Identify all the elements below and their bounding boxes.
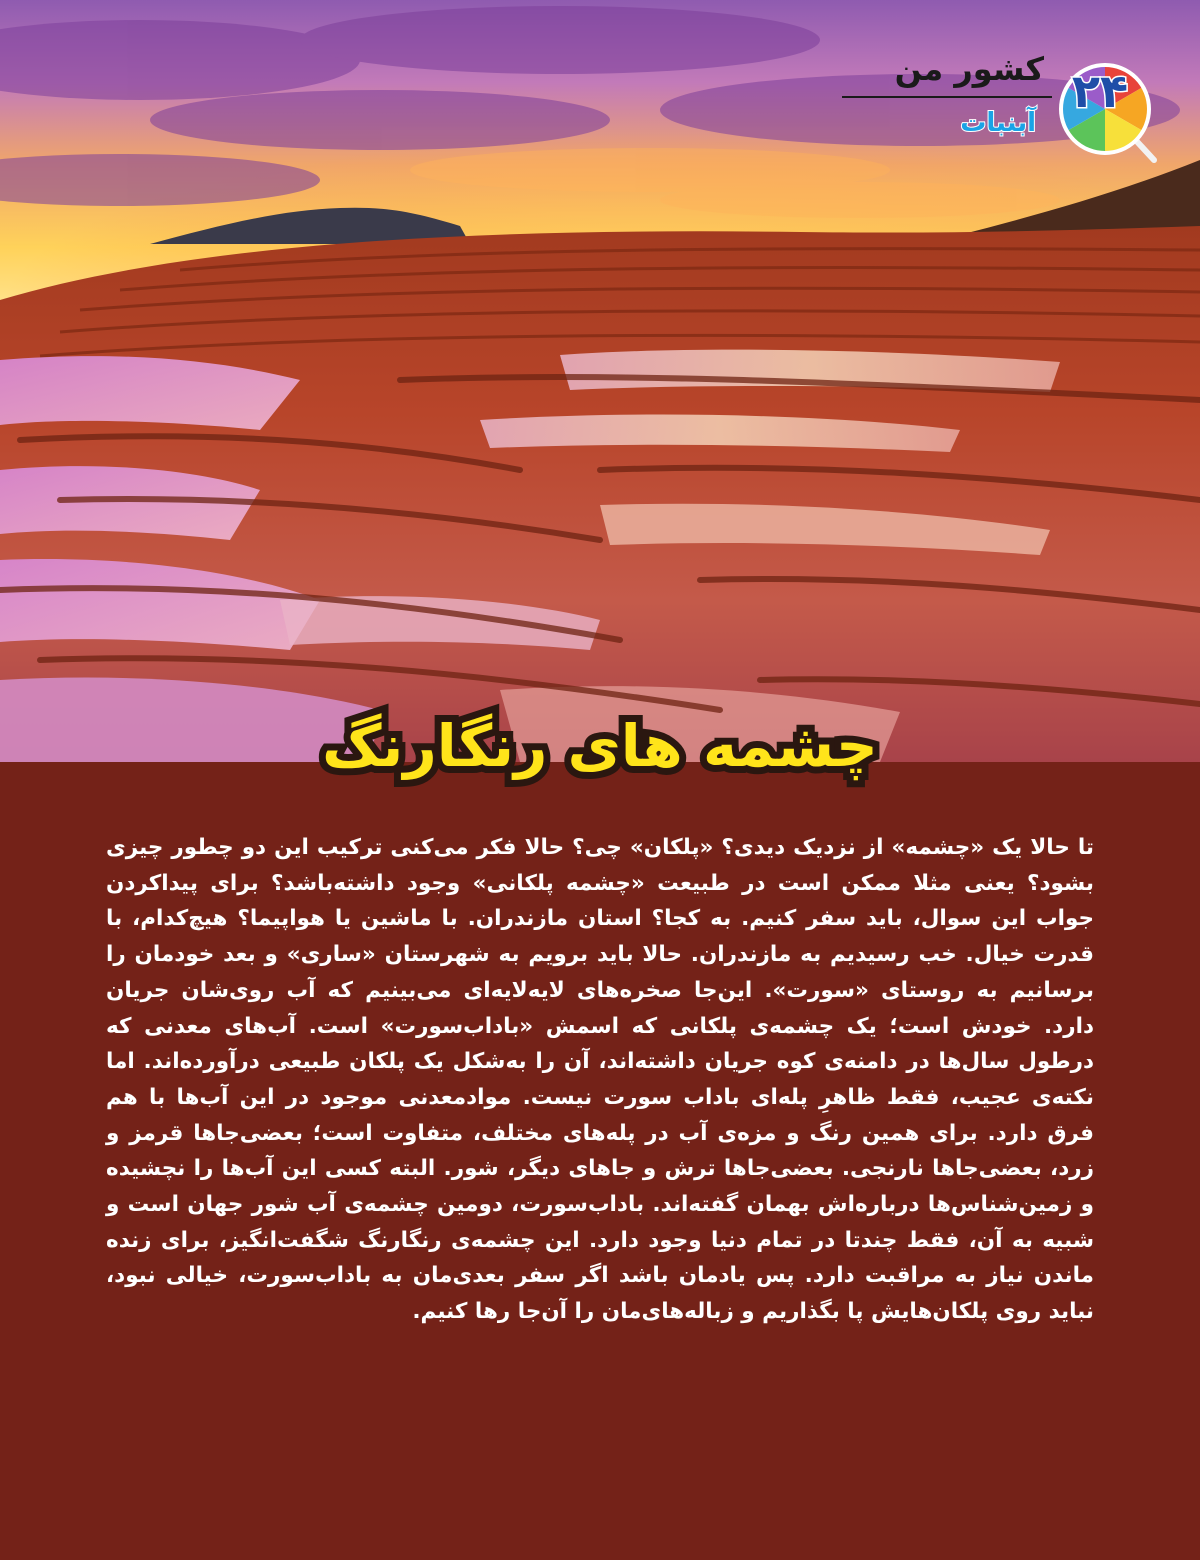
section-divider	[842, 96, 1052, 98]
page-number: ۲۴	[1071, 64, 1129, 118]
section-title: کشور من	[894, 50, 1044, 88]
magazine-brand: آبنبات	[960, 108, 1036, 138]
article-body	[106, 830, 1094, 1330]
article-title: چشمه های رنگارنگ	[322, 712, 878, 780]
article-paragraph: تا حالا یک «چشمه» از نزدیک دیدی؟ «پلکان» چی؟ حالا فکر می‌کنی ترکیب این دو چطور چیزی بشود؟ یعنی مثلا ممکن است در طبیعت «چشمه پلکانی» وجود داشته‌باشد؟ برای پیداکردن جواب این سوال، باید سفر کنیم. به کجا؟ استان مازندران. با ماشین یا هواپیما؟ هیچ‌کدام، با قدرت خیال. خب رسیدیم به مازندران. حالا باید برویم به شهرستان «ساری» و بعد خودمان را برسانیم به روستای «سورت». این‌جا صخره‌های لایه‌لایه‌ای می‌بینیم که آب روی‌شان جریان دارد. خودش است؛ یک چشمه‌ی پلکانی که اسمش «باداب‌سورت» است. آب‌های معدنی که درطول سال‌ها در دامنه‌ی کوه جریان داشته‌اند، آن را به‌شکل یک پلکان طبیعی درآورده‌اند. اما نکته‌ی عجیب، فقط ظاهرِ پله‌ای باداب سورت نیست. موادمعدنی موجود در این آب‌ها با هم فرق دارد. برای همین رنگ و مزه‌ی آب در پله‌های مختلف، متفاوت است؛ بعضی‌جاها قرمز و زرد، بعضی‌جاها نارنجی. بعضی‌جاها ترش و جاهای دیگر، شور. البته کسی این آب‌ها را نچشیده و زمین‌شناس‌ها درباره‌اش بهمان گفته‌اند. باداب‌سورت، دومین چشمه‌ی آب شور جهان است و شبیه به آن، فقط چندتا در تمام دنیا وجود دارد. این چشمه‌ی رنگارنگ شگفت‌انگیز، برای زنده ماندن نیاز به مراقبت دارد. پس یادمان باشد اگر سفر بعدی‌مان به باداب‌سورت، خیالی نبود، نباید روی پلکان‌هایش پا بگذاریم و زباله‌های‌مان را آن‌جا رها کنیم.	[106, 835, 1094, 1325]
page-header	[800, 46, 1160, 166]
